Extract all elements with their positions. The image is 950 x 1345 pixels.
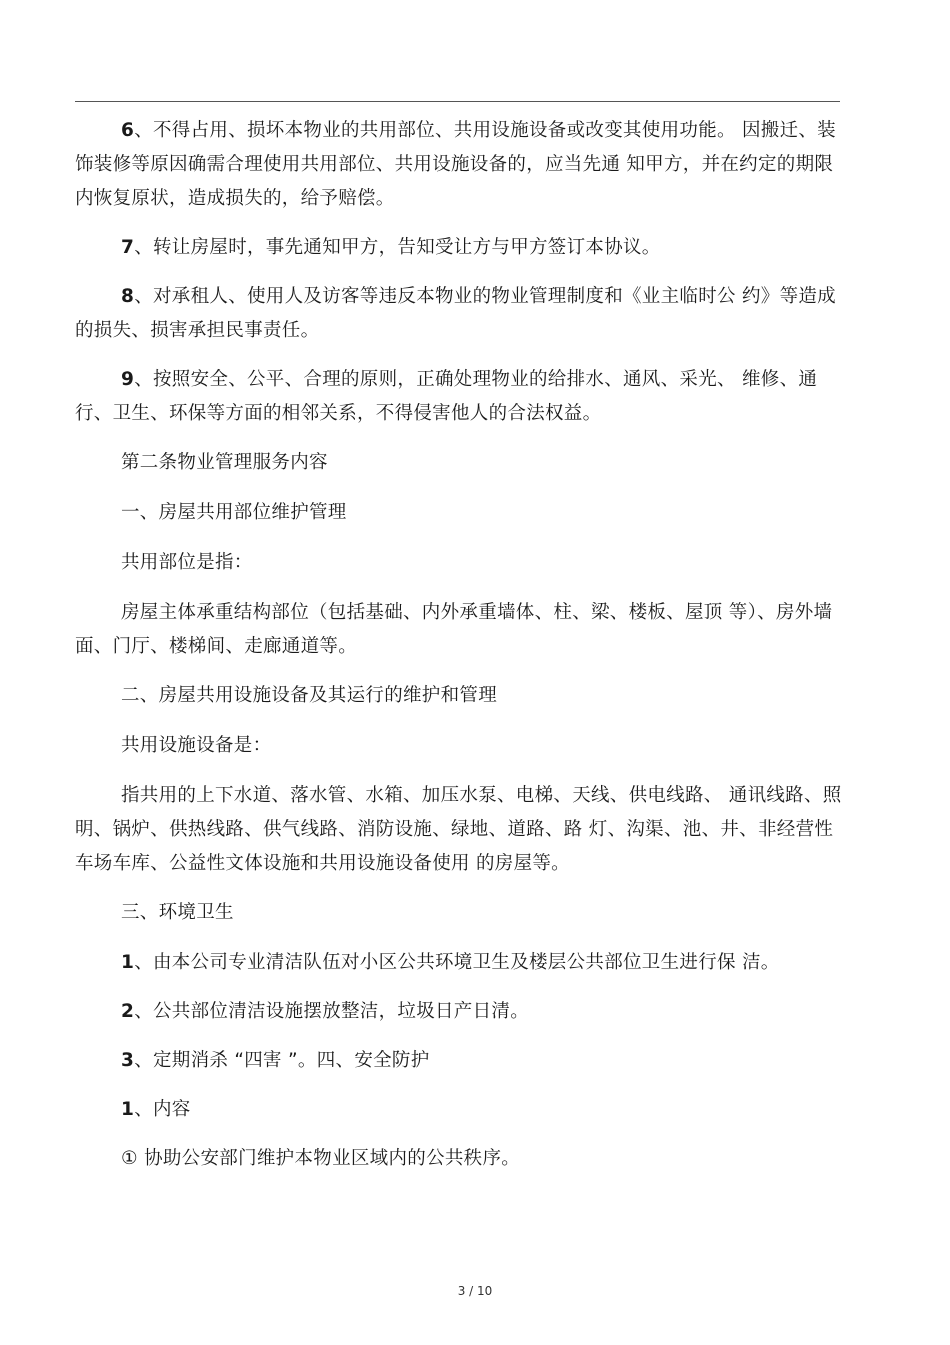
item-number: 3 [121,1050,135,1071]
hygiene-item-2 [75,995,845,1029]
definition-shared-facilities [75,779,845,881]
hygiene-item-1 [75,946,845,980]
item-number: 2 [121,1001,135,1022]
paragraph-text: 、对承租人、使用人及访客等违反本物业的物业管理制度和《业主临时公 约》等造成的损失、损害承担民事责任。 [75,286,836,341]
page-number: 3 / 10 [457,1284,493,1298]
paragraph-8 [75,280,845,348]
definition-label-shared-facilities [75,729,845,763]
paragraph-text: 、不得占用、损坏本物业的共用部位、共用设施设备或改变其使用功能。 因搬迁、装饰装修等原因确需合理使用共用部位、共用设施设备的，应当先通 知甲方，并在约定的期限内恢复原状，造成损失的，给予赔偿。 [75,120,836,209]
paragraph-text: 三、环境卫生 [121,902,234,923]
item-number: 1 [121,1099,135,1120]
paragraph-text: 一、房屋共用部位维护管理 [121,502,347,523]
paragraph-text: 房屋主体承重结构部位（包括基础、内外承重墙体、柱、梁、楼板、屋顶 等）、房外墙面、门厅、楼梯间、走廊通道等。 [75,602,833,657]
definition-shared-parts [75,596,845,664]
definition-label-shared-parts [75,546,845,580]
paragraph-6 [75,114,845,216]
hygiene-item-3 [75,1044,845,1078]
item-number: 6 [121,120,135,141]
item-number: 9 [121,369,135,390]
paragraph-7 [75,231,845,265]
paragraph-text: 、公共部位清洁设施摆放整洁，垃圾日产日清。 [134,1001,529,1022]
paragraph-text: 共用部位是指： [121,552,253,573]
document-body [75,114,845,1191]
paragraph-text: 、内容 [134,1099,191,1120]
item-number: 8 [121,286,135,307]
paragraph-text: 第二条物业管理服务内容 [121,452,328,473]
section-heading-1 [75,496,845,530]
section-heading-3 [75,896,845,930]
item-number: 7 [121,237,135,258]
security-sub-item-1 [75,1142,845,1176]
item-number: 1 [121,952,135,973]
paragraph-text: 、定期消杀 “四害 ”。四、安全防护 [134,1050,430,1071]
paragraph-text: 、转让房屋时，事先通知甲方，告知受让方与甲方签订本协议。 [134,237,661,258]
paragraph-text: ① 协助公安部门维护本物业区域内的公共秩序。 [121,1148,521,1169]
section-heading-2 [75,679,845,713]
paragraph-text: 二、房屋共用设施设备及其运行的维护和管理 [121,685,498,706]
header-rule [75,101,840,102]
paragraph-9 [75,363,845,431]
paragraph-text: 、由本公司专业清洁队伍对小区公共环境卫生及楼层公共部位卫生进行保 洁。 [134,952,780,973]
paragraph-text: 共用设施设备是： [121,735,272,756]
paragraph-text: 指共用的上下水道、落水管、水箱、加压水泵、电梯、天线、供电线路、 通讯线路、照明、锅炉、供热线路、供气线路、消防设施、绿地、道路、路 灯、沟渠、池、井、非经营性车场车库、公益性文体设施和共用设施设备使用 的房屋等。 [75,785,842,874]
paragraph-text: 、按照安全、公平、合理的原则，正确处理物业的给排水、通风、采光、 维修、通行、卫生、环保等方面的相邻关系，不得侵害他人的合法权益。 [75,369,818,424]
security-item-1 [75,1093,845,1127]
section-heading-article-2 [75,446,845,480]
